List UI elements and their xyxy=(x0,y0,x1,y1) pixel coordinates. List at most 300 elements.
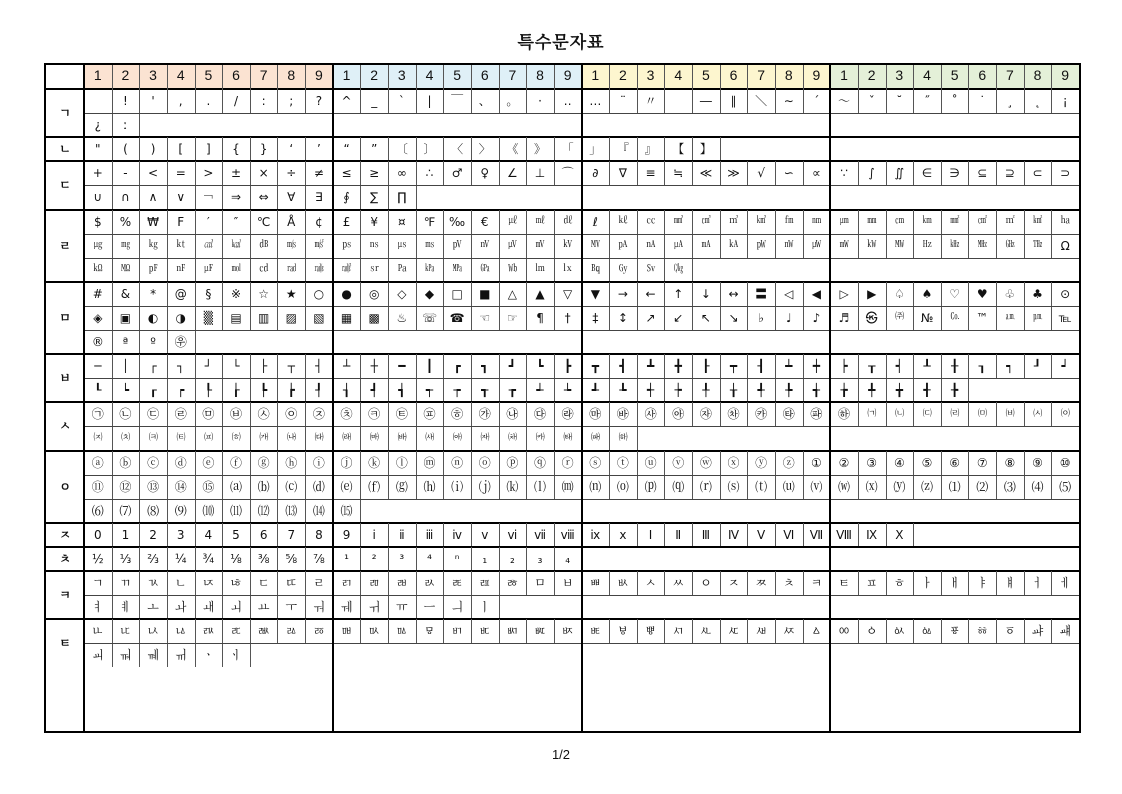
symbol-cell[interactable]: ⁴ xyxy=(427,551,432,566)
symbol-cell[interactable]: ㈖ xyxy=(480,432,489,443)
symbol-cell[interactable]: ™ xyxy=(976,310,989,325)
symbol-cell[interactable]: 3 xyxy=(176,527,185,542)
symbol-cell[interactable]: Ⅸ xyxy=(866,527,878,542)
symbol-cell[interactable]: ㈈ xyxy=(93,432,103,443)
symbol-cell[interactable]: ㏏ xyxy=(176,240,185,251)
symbol-cell[interactable]: ㅦ xyxy=(119,624,132,639)
symbol-cell[interactable]: ⑹ xyxy=(91,503,104,518)
symbol-cell[interactable]: 「 xyxy=(561,142,574,157)
symbol-cell[interactable]: ㎔ xyxy=(1033,240,1042,251)
symbol-cell[interactable]: ˝ xyxy=(923,94,930,109)
symbol-cell[interactable]: ♬ xyxy=(838,310,850,325)
symbol-cell[interactable]: ㎟ xyxy=(950,216,959,227)
symbol-cell[interactable]: ^ xyxy=(341,94,352,109)
symbol-cell[interactable]: ⓠ xyxy=(534,455,547,470)
symbol-cell[interactable]: ┽ xyxy=(646,383,655,398)
symbol-cell[interactable]: 【 xyxy=(672,142,685,157)
symbol-cell[interactable]: ( xyxy=(123,142,128,157)
symbol-cell[interactable]: ⓧ xyxy=(727,455,740,470)
symbol-cell[interactable]: ˘ xyxy=(896,94,903,109)
symbol-cell[interactable]: ㎯ xyxy=(342,264,351,275)
symbol-cell[interactable]: ⇔ xyxy=(258,190,269,205)
symbol-cell[interactable]: Ⅶ xyxy=(809,527,824,542)
symbol-cell[interactable]: ㉫ xyxy=(395,407,408,422)
symbol-cell[interactable]: ㅐ xyxy=(948,576,961,591)
symbol-cell[interactable]: ↘ xyxy=(728,310,739,325)
symbol-cell[interactable]: ㉤ xyxy=(202,407,215,422)
symbol-cell[interactable]: ㈜ xyxy=(895,312,904,323)
symbol-cell[interactable]: ⒰ xyxy=(782,479,795,494)
symbol-cell[interactable]: { xyxy=(232,142,240,157)
symbol-cell[interactable]: ㄴ xyxy=(174,576,187,591)
symbol-cell[interactable]: ㉾ xyxy=(174,335,187,350)
symbol-cell[interactable]: ┼ xyxy=(370,359,378,374)
symbol-cell[interactable]: ㉣ xyxy=(174,407,187,422)
symbol-cell[interactable]: ㈐ xyxy=(314,432,324,443)
symbol-cell[interactable]: @ xyxy=(174,286,187,301)
symbol-cell[interactable]: 2 xyxy=(149,527,157,542)
symbol-cell[interactable]: ˛ xyxy=(1034,94,1041,109)
symbol-cell[interactable]: ⑧ xyxy=(1004,455,1016,470)
symbol-cell[interactable]: ㎝ xyxy=(895,216,904,227)
symbol-cell[interactable]: ≪ xyxy=(699,166,713,181)
symbol-cell[interactable]: ⓕ xyxy=(229,455,242,470)
symbol-cell[interactable]: ¨ xyxy=(619,94,626,109)
symbol-cell[interactable]: ⒟ xyxy=(312,479,325,494)
symbol-cell[interactable]: ₁ xyxy=(482,551,488,566)
symbol-cell[interactable]: ┱ xyxy=(481,383,489,398)
symbol-cell[interactable]: ⑮ xyxy=(202,479,215,494)
symbol-cell[interactable]: ☏ xyxy=(421,310,437,325)
symbol-cell[interactable]: ‰ xyxy=(449,214,466,229)
symbol-cell[interactable]: - xyxy=(123,166,128,181)
symbol-cell[interactable]: ⒡ xyxy=(368,479,381,494)
symbol-cell[interactable]: 》 xyxy=(534,142,547,157)
symbol-cell[interactable]: ⒧ xyxy=(534,479,547,494)
symbol-cell[interactable]: 、 xyxy=(478,94,491,109)
symbol-cell[interactable]: ´ xyxy=(813,94,820,109)
symbol-cell[interactable]: □ xyxy=(451,286,463,301)
symbol-cell[interactable]: ㅯ xyxy=(368,624,380,639)
symbol-cell[interactable]: ㉲ xyxy=(589,407,602,422)
symbol-cell[interactable]: ┨ xyxy=(757,359,765,374)
symbol-cell[interactable]: ↑ xyxy=(673,286,684,301)
symbol-cell[interactable]: ♠ xyxy=(921,286,933,301)
symbol-cell[interactable]: ⁿ xyxy=(454,551,460,566)
symbol-cell[interactable]: ㅛ xyxy=(257,600,270,615)
symbol-cell[interactable]: ┛ xyxy=(508,359,516,374)
symbol-cell[interactable]: ∑ xyxy=(370,190,379,205)
symbol-cell[interactable]: ⓛ xyxy=(395,455,408,470)
symbol-cell[interactable]: ㅷ xyxy=(589,624,602,639)
symbol-cell[interactable]: ㎲ xyxy=(397,240,407,251)
symbol-cell[interactable]: ㉧ xyxy=(285,407,298,422)
symbol-cell[interactable]: ╉ xyxy=(923,383,931,398)
symbol-cell[interactable]: ┙ xyxy=(1061,359,1069,374)
symbol-cell[interactable]: ⑾ xyxy=(229,503,242,518)
symbol-cell[interactable]: ㅠ xyxy=(396,600,408,615)
symbol-cell[interactable]: ㅓ xyxy=(1031,576,1044,591)
symbol-cell[interactable]: ∫ xyxy=(868,166,875,181)
symbol-cell[interactable]: ▨ xyxy=(285,310,297,325)
symbol-cell[interactable]: 0 xyxy=(93,527,102,542)
symbol-cell[interactable]: ⓑ xyxy=(119,455,132,470)
symbol-cell[interactable]: ⒤ xyxy=(451,479,464,494)
symbol-cell[interactable]: ⓝ xyxy=(451,455,464,470)
symbol-cell[interactable]: ㈛ xyxy=(618,432,628,443)
symbol-cell[interactable]: | xyxy=(427,94,432,109)
symbol-cell[interactable]: ╋ xyxy=(674,359,682,374)
symbol-cell[interactable]: 5 xyxy=(232,527,240,542)
symbol-cell[interactable]: ㅳ xyxy=(478,624,491,639)
symbol-cell[interactable]: : xyxy=(261,94,266,109)
symbol-cell[interactable]: ～ xyxy=(838,94,851,109)
symbol-cell[interactable]: ㎿ xyxy=(895,240,904,251)
symbol-cell[interactable]: ㎵ xyxy=(480,240,489,251)
symbol-cell[interactable]: ⅓ xyxy=(119,551,132,566)
symbol-cell[interactable]: ┷ xyxy=(785,359,793,374)
symbol-cell[interactable]: ± xyxy=(230,166,242,181)
symbol-cell[interactable]: ┻ xyxy=(646,359,655,374)
symbol-cell[interactable]: ㅗ xyxy=(147,600,159,615)
symbol-cell[interactable]: 1 xyxy=(121,527,130,542)
symbol-cell[interactable]: ㈊ xyxy=(148,432,158,443)
symbol-cell[interactable]: ≒ xyxy=(673,166,684,181)
symbol-cell[interactable]: ㎢ xyxy=(1033,216,1042,227)
symbol-cell[interactable]: ⊂ xyxy=(1032,166,1043,181)
symbol-cell[interactable]: ㆃ xyxy=(921,624,933,639)
symbol-cell[interactable]: ㎴ xyxy=(452,240,462,251)
symbol-cell[interactable]: ⒳ xyxy=(865,479,878,494)
symbol-cell[interactable]: Ω xyxy=(1060,238,1070,253)
symbol-cell[interactable]: ╈ xyxy=(895,383,903,398)
symbol-cell[interactable]: ㄺ xyxy=(340,576,353,591)
symbol-cell[interactable]: ㎈ xyxy=(204,240,213,251)
symbol-cell[interactable]: ㎗ xyxy=(563,216,572,227)
symbol-cell[interactable]: ㎉ xyxy=(231,240,241,251)
symbol-cell[interactable]: ¤ xyxy=(398,214,406,229)
symbol-cell[interactable]: ⑴ xyxy=(948,479,961,494)
symbol-cell[interactable]: ¶ xyxy=(536,310,544,325)
symbol-cell[interactable]: ♥ xyxy=(976,286,988,301)
symbol-cell[interactable]: ㆆ xyxy=(1004,624,1016,639)
symbol-cell[interactable]: 。 xyxy=(506,94,519,109)
symbol-cell[interactable]: ㎛ xyxy=(839,216,849,227)
symbol-cell[interactable]: ㎶ xyxy=(508,240,517,251)
symbol-cell[interactable]: ㈄ xyxy=(977,408,987,419)
symbol-cell[interactable]: ㎳ xyxy=(425,240,434,251)
symbol-cell[interactable]: ㎐ xyxy=(922,240,932,251)
symbol-cell[interactable]: ㉠ xyxy=(91,407,104,422)
symbol-cell[interactable]: ㆅ xyxy=(976,624,989,639)
symbol-cell[interactable]: ∼ xyxy=(783,94,794,109)
symbol-cell[interactable]: ⒠ xyxy=(340,479,353,494)
symbol-cell[interactable]: ⓦ xyxy=(699,455,712,470)
symbol-cell[interactable]: ㄸ xyxy=(285,576,298,591)
symbol-cell[interactable]: ㆍ xyxy=(202,648,215,663)
symbol-cell[interactable]: ┪ xyxy=(398,383,406,398)
symbol-cell[interactable]: ⑬ xyxy=(147,479,160,494)
symbol-cell[interactable]: × xyxy=(258,166,269,181)
symbol-cell[interactable]: ♪ xyxy=(812,310,821,325)
symbol-cell[interactable]: ¡ xyxy=(1062,94,1068,109)
symbol-cell[interactable]: ㉵ xyxy=(672,407,685,422)
symbol-cell[interactable]: ◁ xyxy=(784,286,794,301)
symbol-cell[interactable]: ㏘ xyxy=(1033,312,1042,323)
symbol-cell[interactable]: ㅟ xyxy=(368,600,380,615)
symbol-cell[interactable]: . xyxy=(206,94,211,109)
symbol-cell[interactable]: ㎖ xyxy=(535,216,545,227)
symbol-cell[interactable]: ╇ xyxy=(868,383,876,398)
symbol-cell[interactable]: ㎎ xyxy=(121,240,130,251)
symbol-cell[interactable]: ¹ xyxy=(344,551,349,566)
symbol-cell[interactable]: ▼ xyxy=(590,286,600,301)
symbol-cell[interactable]: ⒩ xyxy=(589,479,602,494)
symbol-cell[interactable]: ⅲ xyxy=(425,527,434,542)
symbol-cell[interactable]: ⑺ xyxy=(119,503,132,518)
symbol-cell[interactable]: ® xyxy=(91,335,104,350)
symbol-cell[interactable]: ㈁ xyxy=(895,408,904,419)
symbol-cell[interactable]: ∮ xyxy=(343,190,350,205)
symbol-cell[interactable]: ㉸ xyxy=(755,407,768,422)
symbol-cell[interactable]: ≡ xyxy=(645,166,656,181)
symbol-cell[interactable]: ª xyxy=(122,335,129,350)
symbol-cell[interactable]: ━ xyxy=(398,359,406,374)
symbol-cell[interactable]: ㉳ xyxy=(616,407,629,422)
symbol-cell[interactable]: ㏁ xyxy=(121,264,130,275)
symbol-cell[interactable]: ※ xyxy=(230,286,242,301)
symbol-cell[interactable]: < xyxy=(148,166,159,181)
symbol-cell[interactable]: ♧ xyxy=(1004,286,1016,301)
symbol-cell[interactable]: ╂ xyxy=(950,359,959,374)
symbol-cell[interactable]: ㅙ xyxy=(202,600,215,615)
symbol-cell[interactable]: ㉷ xyxy=(727,407,740,422)
symbol-cell[interactable]: ④ xyxy=(893,455,905,470)
symbol-cell[interactable]: ㅾ xyxy=(782,624,795,639)
symbol-cell[interactable]: ├ xyxy=(260,359,268,374)
symbol-cell[interactable]: ⅴ xyxy=(481,527,489,542)
symbol-cell[interactable]: £ xyxy=(342,214,351,229)
symbol-cell[interactable]: ⒮ xyxy=(727,479,740,494)
symbol-cell[interactable]: ㏖ xyxy=(231,264,241,275)
symbol-cell[interactable]: ∝ xyxy=(812,166,821,181)
symbol-cell[interactable]: ㈀ xyxy=(867,408,876,419)
symbol-cell[interactable]: ㎋ xyxy=(176,264,185,275)
symbol-cell[interactable]: ∥ xyxy=(730,94,737,109)
symbol-cell[interactable]: ⒞ xyxy=(285,479,298,494)
symbol-cell[interactable]: ⓓ xyxy=(174,455,187,470)
symbol-cell[interactable]: ⒝ xyxy=(257,479,270,494)
symbol-cell[interactable]: ⓜ xyxy=(423,455,436,470)
symbol-cell[interactable]: ㅕ xyxy=(92,600,104,615)
symbol-cell[interactable]: ㎺ xyxy=(756,240,766,251)
symbol-cell[interactable]: ⒨ xyxy=(561,479,574,494)
symbol-cell[interactable]: ∃ xyxy=(315,190,323,205)
symbol-cell[interactable]: ♨ xyxy=(396,310,408,325)
symbol-cell[interactable]: ⓟ xyxy=(506,455,519,470)
symbol-cell[interactable]: ┕ xyxy=(121,383,130,398)
symbol-cell[interactable]: ⑿ xyxy=(257,503,270,518)
symbol-cell[interactable]: ┒ xyxy=(978,359,986,374)
symbol-cell[interactable]: ㅼ xyxy=(727,624,740,639)
symbol-cell[interactable]: Ⅴ xyxy=(757,527,766,542)
symbol-cell[interactable]: ? xyxy=(315,94,323,109)
symbol-cell[interactable]: ¸ xyxy=(1006,94,1013,109)
symbol-cell[interactable]: ː xyxy=(123,118,128,133)
symbol-cell[interactable]: ⓚ xyxy=(368,455,381,470)
symbol-cell[interactable]: ┣ xyxy=(564,359,572,374)
symbol-cell[interactable]: … xyxy=(589,94,602,109)
symbol-cell[interactable]: ↙ xyxy=(673,310,684,325)
symbol-cell[interactable]: ㅪ xyxy=(230,624,242,639)
symbol-cell[interactable]: ★ xyxy=(285,286,297,301)
symbol-cell[interactable]: ㅍ xyxy=(865,576,878,591)
symbol-cell[interactable]: ⓔ xyxy=(202,455,215,470)
symbol-cell[interactable]: ㅬ xyxy=(285,624,298,639)
symbol-cell[interactable]: ┫ xyxy=(619,359,627,374)
symbol-cell[interactable]: ∀ xyxy=(287,190,296,205)
symbol-cell[interactable]: ㉱ xyxy=(561,407,574,422)
symbol-cell[interactable]: ¢ xyxy=(315,214,323,229)
symbol-cell[interactable]: ┎ xyxy=(149,383,157,398)
symbol-cell[interactable]: ≠ xyxy=(313,166,324,181)
symbol-cell[interactable]: 〓 xyxy=(755,286,768,301)
symbol-cell[interactable]: ↓ xyxy=(700,286,711,301)
symbol-cell[interactable]: ⅞ xyxy=(313,551,325,566)
symbol-cell[interactable]: ♣ xyxy=(1032,286,1043,301)
symbol-cell[interactable]: ㅃ xyxy=(589,576,602,591)
symbol-cell[interactable]: Ⅲ xyxy=(701,527,710,542)
symbol-cell[interactable]: ⒥ xyxy=(478,479,491,494)
symbol-cell[interactable]: ▷ xyxy=(839,286,849,301)
symbol-cell[interactable]: ㎠ xyxy=(977,216,987,227)
symbol-cell[interactable]: ㎷ xyxy=(535,240,545,251)
symbol-cell[interactable]: ⅳ xyxy=(452,527,462,542)
symbol-cell[interactable]: ㈏ xyxy=(287,432,296,443)
symbol-cell[interactable]: ½ xyxy=(91,551,104,566)
symbol-cell[interactable]: Ⅹ xyxy=(895,527,904,542)
symbol-cell[interactable]: ◀ xyxy=(811,286,822,301)
symbol-cell[interactable]: ㅵ xyxy=(534,624,546,639)
symbol-cell[interactable]: Ⅱ xyxy=(675,527,682,542)
symbol-cell[interactable]: ㉰ xyxy=(534,407,547,422)
symbol-cell[interactable]: ㉮ xyxy=(478,407,491,422)
symbol-cell[interactable]: ▽ xyxy=(563,286,573,301)
symbol-cell[interactable]: † xyxy=(564,310,571,325)
symbol-cell[interactable]: ㉻ xyxy=(838,407,851,422)
symbol-cell[interactable]: ₃ xyxy=(537,551,543,566)
symbol-cell[interactable]: ㎼ xyxy=(812,240,821,251)
symbol-cell[interactable]: ＼ xyxy=(755,94,768,109)
symbol-cell[interactable]: ㎽ xyxy=(839,240,849,251)
symbol-cell[interactable]: ⑸ xyxy=(1059,479,1072,494)
symbol-cell[interactable]: ▧ xyxy=(313,310,325,325)
symbol-cell[interactable]: ) xyxy=(150,142,156,157)
symbol-cell[interactable] xyxy=(84,89,112,113)
symbol-cell[interactable]: ㆂ xyxy=(893,624,906,639)
symbol-cell[interactable]: ⓩ xyxy=(782,455,795,470)
symbol-cell[interactable]: ┃ xyxy=(425,359,434,374)
symbol-cell[interactable]: ┵ xyxy=(536,383,544,398)
symbol-cell[interactable]: ┟ xyxy=(232,383,240,398)
symbol-cell[interactable]: + xyxy=(92,166,103,181)
symbol-cell[interactable]: ㅺ xyxy=(672,624,685,639)
symbol-cell[interactable]: ㎭ xyxy=(287,264,296,275)
symbol-cell[interactable]: ╅ xyxy=(812,383,821,398)
symbol-cell[interactable]: Ⅷ xyxy=(836,527,852,542)
symbol-cell[interactable]: ㅧ xyxy=(147,624,159,639)
symbol-cell[interactable]: ㅴ xyxy=(506,624,519,639)
symbol-cell[interactable]: ― xyxy=(699,94,712,109)
symbol-cell[interactable]: ⒂ xyxy=(340,503,353,518)
symbol-cell[interactable]: ∂ xyxy=(592,166,599,181)
symbol-cell[interactable]: Å xyxy=(287,214,296,229)
symbol-cell[interactable]: ┿ xyxy=(812,359,821,374)
symbol-cell[interactable]: ㅣ xyxy=(478,600,491,615)
symbol-cell[interactable]: ㅽ xyxy=(755,624,767,639)
symbol-cell[interactable]: ⓣ xyxy=(616,455,629,470)
symbol-cell[interactable]: ㅄ xyxy=(617,576,629,591)
symbol-cell[interactable]: ㉿ xyxy=(865,310,878,325)
symbol-cell[interactable]: ┴ xyxy=(342,359,351,374)
symbol-cell[interactable]: Ⅵ xyxy=(783,527,795,542)
symbol-cell[interactable]: ㈚ xyxy=(591,432,600,443)
symbol-cell[interactable]: F xyxy=(177,214,185,229)
symbol-cell[interactable]: ∞ xyxy=(396,166,407,181)
symbol-cell[interactable]: ! xyxy=(123,94,128,109)
symbol-cell[interactable]: ㆇ xyxy=(1031,624,1044,639)
symbol-cell[interactable]: ₄ xyxy=(565,551,571,566)
symbol-cell[interactable]: ㆎ xyxy=(230,648,242,663)
symbol-cell[interactable]: ⅸ xyxy=(590,527,601,542)
symbol-cell[interactable]: ⒁ xyxy=(312,503,325,518)
symbol-cell[interactable]: ㅜ xyxy=(285,600,298,615)
symbol-cell[interactable]: ㅩ xyxy=(202,624,215,639)
symbol-cell[interactable]: 】 xyxy=(699,142,712,157)
symbol-cell[interactable]: ┺ xyxy=(619,383,627,398)
symbol-cell[interactable]: ↕ xyxy=(617,310,628,325)
symbol-cell[interactable]: ㎒ xyxy=(977,240,987,251)
symbol-cell[interactable]: ⑨ xyxy=(1032,455,1043,470)
symbol-cell[interactable]: ◎ xyxy=(368,286,380,301)
symbol-cell[interactable]: ₂ xyxy=(509,551,515,566)
symbol-cell[interactable]: ♭ xyxy=(758,310,764,325)
symbol-cell[interactable]: ㎕ xyxy=(508,216,517,227)
symbol-cell[interactable]: ┌ xyxy=(149,359,157,374)
symbol-cell[interactable]: ㅁ xyxy=(534,576,546,591)
symbol-cell[interactable]: ㉪ xyxy=(368,407,381,422)
symbol-cell[interactable]: ㉯ xyxy=(506,407,519,422)
symbol-cell[interactable]: ㎤ xyxy=(701,216,711,227)
symbol-cell[interactable]: ㏉ xyxy=(618,264,628,275)
symbol-cell[interactable]: ┳ xyxy=(591,359,599,374)
symbol-cell[interactable]: * xyxy=(150,286,157,301)
symbol-cell[interactable]: $ xyxy=(93,214,102,229)
symbol-cell[interactable]: ‡ xyxy=(592,310,599,325)
symbol-cell[interactable]: ¼ xyxy=(174,551,187,566)
symbol-cell[interactable]: 6 xyxy=(259,527,268,542)
symbol-cell[interactable]: ㅝ xyxy=(313,600,325,615)
symbol-cell[interactable]: ┬ xyxy=(287,359,295,374)
symbol-cell[interactable]: 」 xyxy=(589,142,602,157)
symbol-cell[interactable]: ☆ xyxy=(258,286,270,301)
symbol-cell[interactable]: ∇ xyxy=(618,166,627,181)
symbol-cell[interactable]: ㄻ xyxy=(368,576,380,591)
symbol-cell[interactable]: ┍ xyxy=(177,383,185,398)
symbol-cell[interactable]: ㎙ xyxy=(784,216,794,227)
symbol-cell[interactable]: > xyxy=(203,166,214,181)
symbol-cell[interactable]: ┤ xyxy=(315,359,323,374)
